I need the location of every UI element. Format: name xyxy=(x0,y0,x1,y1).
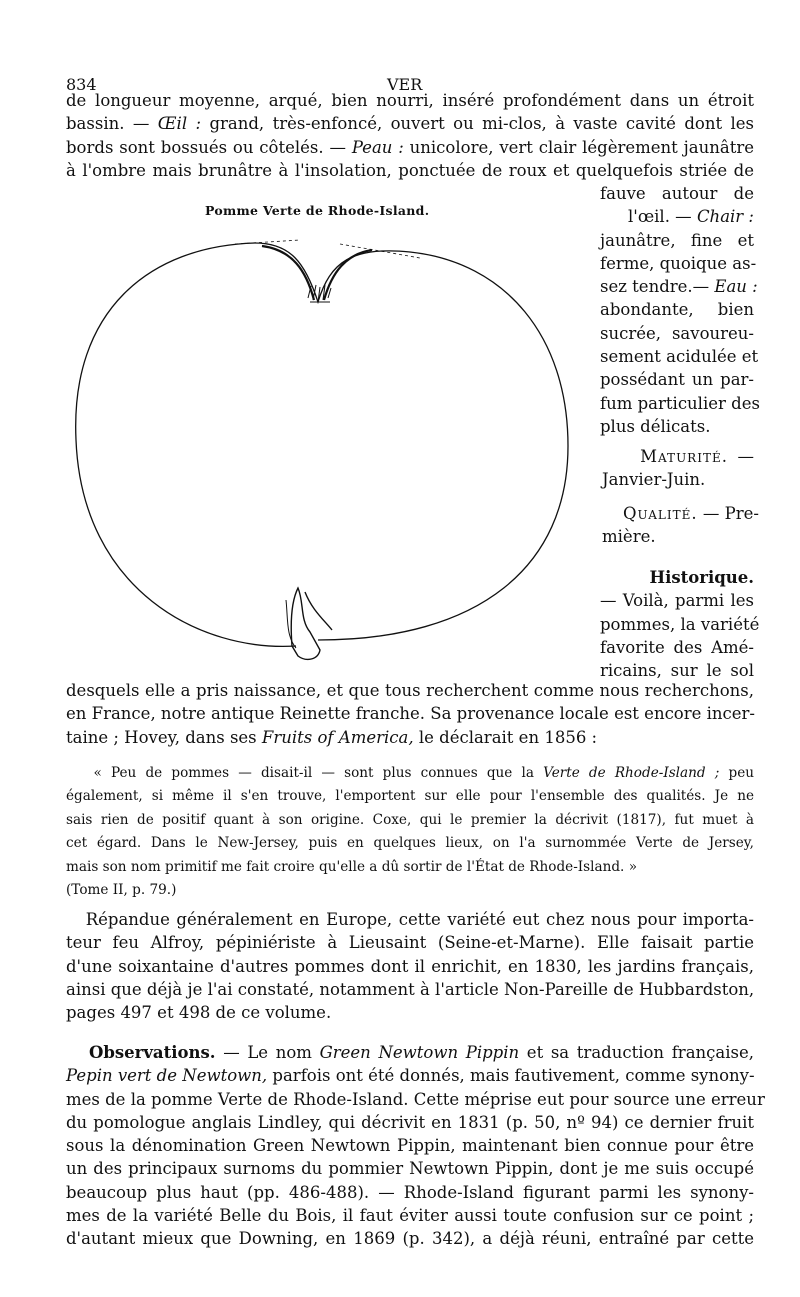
observations-paragraph xyxy=(66,1041,765,1251)
text-line xyxy=(66,809,754,832)
text-line xyxy=(66,702,754,725)
text-segment: (Tome II, p. 79.) xyxy=(66,881,177,898)
page-number: 834 xyxy=(66,75,97,94)
text-line xyxy=(600,415,754,438)
text-segment: ainsi que déjà je l'ai constaté, notamment à l'article Non-Pareille de Hubbardston, xyxy=(66,979,755,999)
text-line xyxy=(66,726,754,749)
text-line xyxy=(66,1041,754,1064)
historique-section xyxy=(600,566,760,682)
text-line xyxy=(602,468,754,491)
text-line xyxy=(600,613,760,636)
text-line xyxy=(66,112,754,135)
text-segment: unicolore, vert clair légèrement jaunâtre xyxy=(403,137,754,157)
figure-caption: Pomme Verte de Rhode-Island. xyxy=(205,203,430,218)
text-line xyxy=(66,908,754,931)
text-segment: abondante, bien xyxy=(600,300,754,320)
text-segment: teur feu Alfroy, pépiniériste à Lieusaint (Seine-et-Marne). Elle faisait partie xyxy=(66,933,754,953)
text-segment: également, si même il s'en trouve, l'emportent sur elle pour l'ensemble des qualités. Je ne xyxy=(66,788,754,805)
text-segment: le déclarait en 1856 : xyxy=(413,727,598,747)
text-segment: parfois ont été donnés, mais fautivement, comme synony- xyxy=(267,1066,755,1086)
qualite-section xyxy=(602,502,759,549)
text-segment: possédant un par- xyxy=(600,370,754,390)
text-segment: sous la dénomination Green Newtown Pippin, maintenant bien connue pour être xyxy=(66,1136,754,1156)
text-segment: peu xyxy=(719,765,754,781)
text-line xyxy=(66,679,754,702)
text-line xyxy=(600,322,754,345)
text-line xyxy=(600,589,754,612)
text-segment: favorite des Amé- xyxy=(600,637,754,657)
text-line xyxy=(600,368,754,391)
text-line xyxy=(600,298,754,321)
text-segment: cet égard. Dans le New-Jersey, puis en quelques lieux, on l'a surnommée Verte de Jersey, xyxy=(66,835,754,852)
text-line xyxy=(66,1064,754,1087)
apple-outline xyxy=(76,243,568,646)
text-segment: de longueur moyenne, arqué, bien nourri, inséré profondément dans un étroit xyxy=(66,91,754,110)
text-segment: — Le nom xyxy=(215,1043,320,1062)
historique-continuation xyxy=(66,679,754,749)
intro-paragraph xyxy=(66,89,754,182)
text-line xyxy=(600,205,754,228)
italic-text: Peau : xyxy=(351,137,404,157)
text-segment: Répandue généralement en Europe, cette variété eut chez nous pour importa- xyxy=(66,910,754,929)
text-segment: à l'ombre mais brunâtre à l'insolation, ponctuée de roux et quelquefois striée de xyxy=(66,160,754,180)
text-line xyxy=(600,229,754,252)
text-line xyxy=(602,445,754,468)
text-line xyxy=(66,1157,754,1180)
text-segment: fauve autour de xyxy=(600,184,754,203)
text-line xyxy=(602,525,754,548)
text-segment: sais rien de positif quant à son origine. Coxe, qui le premier la décrivit (1817), fut muet à xyxy=(66,811,754,828)
text-line xyxy=(66,856,754,879)
text-line xyxy=(66,1204,754,1227)
text-segment: d'une soixantaine d'autres pommes dont il enrichit, en 1830, les jardins français, xyxy=(66,956,754,976)
text-line xyxy=(600,566,754,589)
hovey-quote xyxy=(66,762,754,902)
text-segment: jaunâtre, fine et xyxy=(600,230,754,250)
text-segment: — Pre- xyxy=(697,504,759,523)
text-line xyxy=(66,931,754,954)
italic-text: Pepin vert de Newtown, xyxy=(66,1066,268,1086)
text-segment: — Voilà, parmi les xyxy=(600,591,754,611)
text-segment: d'autant mieux que Downing, en 1869 (p. 342), a déjà réuni, entraîné par cette xyxy=(66,1229,754,1249)
italic-text: Verte de Rhode-Island ; xyxy=(543,765,720,781)
small-caps-heading: Maturité. xyxy=(640,447,728,466)
italic-text: Green Newtown Pippin xyxy=(319,1043,520,1062)
italic-text: Œil : xyxy=(157,114,202,134)
text-line xyxy=(600,636,754,659)
text-segment: mais son nom primitif me fait croire qu'elle a dû sortir de l'État de Rhode-Island. » xyxy=(66,858,638,875)
text-segment: beaucoup plus haut (pp. 486-488). — Rhode-Island figurant parmi les synony- xyxy=(66,1182,754,1202)
text-line xyxy=(66,159,754,182)
text-segment: ricains, sur le sol xyxy=(600,661,754,681)
text-line xyxy=(66,1134,754,1157)
text-segment: mes de la variété Belle du Bois, il faut éviter aussi toute confusion sur ce point ; xyxy=(66,1206,754,1226)
alfroy-paragraph xyxy=(66,908,754,1024)
text-line xyxy=(66,1227,754,1250)
text-segment: mes de la pomme Verte de Rhode-Island. Cette méprise eut pour source une erreur xyxy=(66,1089,765,1109)
text-segment: l'œil. — xyxy=(628,207,697,227)
text-segment xyxy=(602,504,623,523)
text-line xyxy=(66,832,754,855)
small-caps-heading: Qualité. xyxy=(622,504,698,523)
text-segment: plus délicats. xyxy=(600,416,711,436)
apple-cavity-dashes xyxy=(235,240,420,258)
text-line xyxy=(600,275,758,298)
text-line xyxy=(600,182,754,205)
text-segment: ferme, quoique as- xyxy=(600,253,757,273)
italic-text: Fruits of America, xyxy=(261,727,414,747)
text-line xyxy=(600,252,757,275)
text-segment: bords sont bossués ou côtelés. — xyxy=(66,137,352,157)
text-segment: en France, notre antique Reinette franche. Sa provenance locale est encore incer- xyxy=(66,704,756,724)
text-line xyxy=(66,978,754,1001)
text-segment: un des principaux surnoms du pommier Newtown Pippin, dont je me suis occupé xyxy=(66,1159,754,1179)
text-segment: bassin. — xyxy=(66,114,158,134)
text-segment: et sa traduction française, xyxy=(519,1043,754,1062)
text-line xyxy=(66,879,754,902)
text-segment: Janvier-Juin. xyxy=(602,470,706,490)
text-line xyxy=(66,1088,765,1111)
text-segment: « Peu de pommes — disait-il — sont plus connues que la xyxy=(66,765,544,781)
text-segment: sucrée, savoureu- xyxy=(600,323,754,343)
text-segment xyxy=(602,447,640,466)
text-segment: sez tendre.— xyxy=(600,277,715,297)
text-segment: mière. xyxy=(602,527,656,547)
text-segment: taine ; Hovey, dans ses xyxy=(66,727,262,747)
text-line xyxy=(66,1181,754,1204)
text-segment: pommes, la variété xyxy=(600,614,760,634)
text-line xyxy=(66,1111,754,1134)
italic-text: Eau : xyxy=(714,277,758,297)
text-segment: grand, très-enfoncé, ouvert ou mi-clos, à vaste cavité dont les xyxy=(201,114,754,134)
apple-cavity-shading xyxy=(262,246,372,300)
running-title: VER xyxy=(387,75,423,94)
text-line xyxy=(66,89,754,112)
bold-heading: Observations. xyxy=(88,1043,216,1062)
text-line xyxy=(600,345,759,368)
text-line xyxy=(602,502,759,525)
apple-stem xyxy=(291,588,332,659)
text-line xyxy=(66,955,754,978)
text-segment: du pomologue anglais Lindley, qui décrivit en 1831 (p. 50, nº 94) ce dernier fruit xyxy=(66,1112,754,1132)
text-segment: desquels elle a pris naissance, et que tous recherchent comme nous recherchons, xyxy=(66,681,754,700)
bold-heading: Historique. xyxy=(649,568,754,587)
text-line xyxy=(600,392,760,415)
text-line xyxy=(66,1001,754,1024)
italic-text: Chair : xyxy=(696,207,754,227)
text-segment: fum particulier des xyxy=(600,393,760,413)
maturite-section xyxy=(602,445,754,492)
text-line xyxy=(66,136,754,159)
side-column-description xyxy=(600,182,760,438)
text-line xyxy=(66,785,754,808)
text-line xyxy=(66,762,754,785)
text-segment: sement acidulée et xyxy=(600,347,759,367)
text-segment: pages 497 et 498 de ce volume. xyxy=(66,1003,332,1023)
text-segment xyxy=(66,1043,89,1062)
text-segment: — xyxy=(727,447,755,466)
